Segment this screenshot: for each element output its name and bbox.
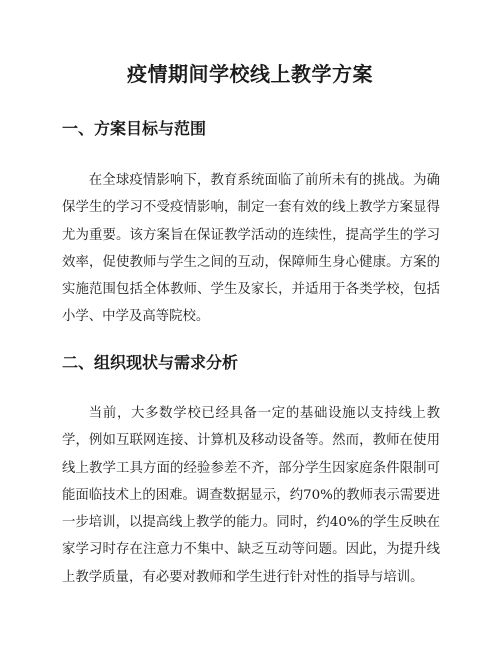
section-heading-analysis: 二、组织现状与需求分析 xyxy=(62,353,239,372)
section-heading-goals: 一、方案目标与范围 xyxy=(62,119,207,138)
section-paragraph-goals: 在全球疫情影响下，教育系统面临了前所未有的挑战。为确保学生的学习不受疫情影响，制定一套有效的线上教学方案显得尤为重要。该方案旨在保证教学活动的连续性，提高学生的学习效率，促使教师与学生之间的互动，保障师生身心健康。方案的实施范围包括全体教师、学生及家长，并适用于各类学校，包括小学、中学及高等院校。 xyxy=(62,173,440,325)
document-title: 疫情期间学校线上教学方案 xyxy=(127,62,373,86)
section-paragraph-analysis: 当前，大多数学校已经具备一定的基础设施以支持线上教学，例如互联网连接、计算机及移动设备等。然而，教师在使用线上教学工具方面的经验参差不齐，部分学生因家庭条件限制可能面临技术上的困难。调查数据显示，约70%的教师表示需要进一步培训，以提高线上教学的能力。同时，约40%的学生反映在家学习时存在注意力不集中、缺乏互动等问题。因此，为提升线上教学质量，有必要对教师和学生进行针对性的指导与培训。 xyxy=(62,406,440,585)
